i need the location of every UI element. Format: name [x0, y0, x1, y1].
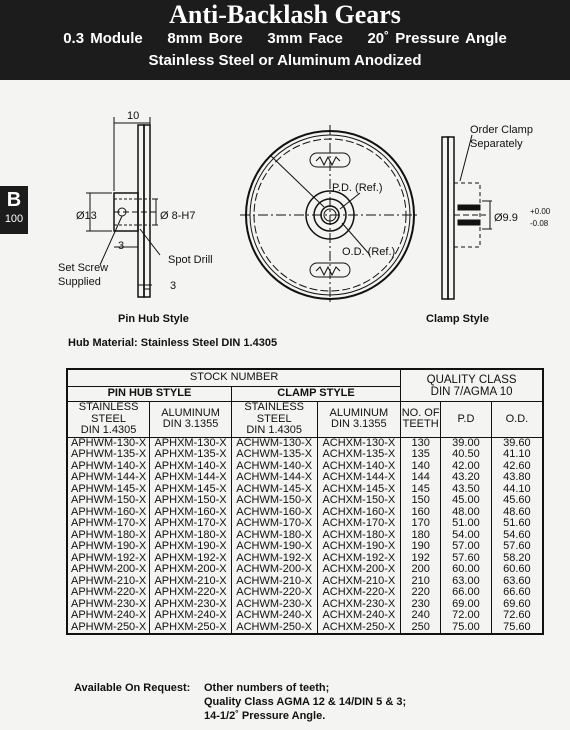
table-cell: APHXM-190-X	[150, 541, 232, 553]
table-cell: 60.00	[441, 564, 492, 576]
table-cell: APHXM-210-X	[150, 576, 232, 588]
table-cell: 180	[401, 530, 441, 542]
table-cell: ACHWM-190-X	[231, 541, 317, 553]
table-cell: 43.80	[491, 472, 543, 484]
clamp-side-view	[442, 135, 492, 299]
table-cell: 45.00	[441, 495, 492, 507]
col-pd: P.D	[441, 402, 492, 438]
table-cell: 140	[401, 461, 441, 473]
table-cell: 130	[401, 437, 441, 449]
table-cell: ACHWM-230-X	[231, 599, 317, 611]
section-page-number: 100	[4, 213, 24, 225]
table-cell: ACHWM-180-X	[231, 530, 317, 542]
separately-label: Separately	[470, 138, 523, 150]
hub-material-note: Hub Material: Stainless Steel DIN 1.4305	[68, 337, 278, 349]
col-ss-pin-line2: DIN 1.4305	[80, 424, 137, 436]
dim-hub-diameter: Ø13	[76, 210, 97, 222]
table-cell: APHWM-180-X	[67, 530, 150, 542]
table-row	[67, 622, 543, 635]
col-teeth-line2: TEETH	[402, 418, 439, 431]
available-line2: Quality Class AGMA 12 & 14/DIN 5 & 3;	[204, 696, 407, 708]
table-cell: APHXM-250-X	[150, 622, 232, 635]
table-cell: ACHWM-192-X	[231, 553, 317, 565]
table-cell: 210	[401, 576, 441, 588]
available-lead: Available On Request:	[74, 682, 191, 694]
table-cell: APHXM-230-X	[150, 599, 232, 611]
dim-length-10: 10	[127, 110, 140, 122]
section-tab	[0, 186, 28, 234]
col-ss-clamp-line2: DIN 1.4305	[246, 424, 302, 436]
table-cell: ACHWM-250-X	[231, 622, 317, 635]
col-al-clamp-line2: DIN 3.1355	[331, 418, 387, 431]
table-cell: 48.60	[491, 507, 543, 519]
table-cell: 45.60	[491, 495, 543, 507]
table-cell: 42.00	[441, 461, 492, 473]
table-cell: APHXM-140-X	[150, 461, 232, 473]
table-cell: ACHXM-250-X	[317, 622, 401, 635]
table-cell: APHWM-210-X	[67, 576, 150, 588]
table-cell: ACHWM-145-X	[231, 484, 317, 496]
set-screw-label: Set Screw	[58, 262, 109, 274]
table-cell: 42.60	[491, 461, 543, 473]
table-cell: APHWM-192-X	[67, 553, 150, 565]
table-cell: 48.00	[441, 507, 492, 519]
table-cell: APHXM-160-X	[150, 507, 232, 519]
table-cell: ACHWM-200-X	[231, 564, 317, 576]
table-cell: ACHWM-210-X	[231, 576, 317, 588]
table-cell: APHWM-220-X	[67, 587, 150, 599]
table-cell: ACHXM-135-X	[317, 449, 401, 461]
clamp-caption: Clamp Style	[426, 313, 489, 325]
table-cell: ACHXM-160-X	[317, 507, 401, 519]
table-cell: ACHXM-220-X	[317, 587, 401, 599]
table-cell: 135	[401, 449, 441, 461]
table-cell: ACHWM-135-X	[231, 449, 317, 461]
pin-hub-caption: Pin Hub Style	[118, 313, 189, 325]
table-cell: ACHWM-150-X	[231, 495, 317, 507]
table-cell: 200	[401, 564, 441, 576]
table-cell: ACHXM-130-X	[317, 437, 401, 449]
table-cell: 192	[401, 553, 441, 565]
table-cell: 72.00	[441, 610, 492, 622]
table-cell: 51.60	[491, 518, 543, 530]
table-cell: 72.60	[491, 610, 543, 622]
table-cell: 57.60	[441, 553, 492, 565]
col-al-pin-line1: ALUMINUM	[161, 406, 220, 419]
table-cell: 44.10	[491, 484, 543, 496]
quality-class-line2: DIN 7/AGMA 10	[430, 385, 513, 398]
table-cell: APHXM-150-X	[150, 495, 232, 507]
table-cell: APHXM-240-X	[150, 610, 232, 622]
table-cell: ACHWM-130-X	[231, 437, 317, 449]
quality-class-line1: QUALITY CLASS	[426, 373, 517, 386]
col-ss-clamp-line1: STAINLESS STEEL	[244, 401, 305, 425]
table-cell: APHWM-150-X	[67, 495, 150, 507]
order-clamp-label: Order Clamp	[470, 124, 533, 136]
col-teeth	[401, 402, 441, 438]
gear-drawing	[40, 95, 540, 335]
table-cell: APHWM-135-X	[67, 449, 150, 461]
page-title: Anti-Backlash Gears	[169, 0, 401, 29]
dim-bore: Ø 8-H7	[160, 210, 196, 222]
table-cell: APHWM-145-X	[67, 484, 150, 496]
table-row	[67, 449, 543, 461]
header-banner	[0, 0, 570, 80]
table-cell: ACHWM-170-X	[231, 518, 317, 530]
table-cell: 66.60	[491, 587, 543, 599]
col-teeth-line1: NO. OF	[401, 406, 440, 419]
table-cell: APHXM-192-X	[150, 553, 232, 565]
table-cell: 190	[401, 541, 441, 553]
table-cell: APHWM-200-X	[67, 564, 150, 576]
col-ss-pin	[67, 402, 150, 438]
od-ref-label: O.D. (Ref.)	[342, 246, 396, 258]
table-cell: 41.10	[491, 449, 543, 461]
table-cell: ACHXM-145-X	[317, 484, 401, 496]
stock-table	[66, 368, 544, 635]
table-cell: 57.00	[441, 541, 492, 553]
table-cell: APHXM-200-X	[150, 564, 232, 576]
table-cell: APHXM-145-X	[150, 484, 232, 496]
table-cell: ACHXM-192-X	[317, 553, 401, 565]
table-cell: APHXM-180-X	[150, 530, 232, 542]
dim-hub-width: 3	[118, 240, 125, 252]
table-cell: ACHWM-144-X	[231, 472, 317, 484]
supplied-label: Supplied	[58, 276, 101, 288]
table-cell: ACHXM-144-X	[317, 472, 401, 484]
table-cell: APHWM-160-X	[67, 507, 150, 519]
table-row	[67, 472, 543, 484]
table-cell: 39.60	[491, 437, 543, 449]
table-row	[67, 541, 543, 553]
table-cell: 43.50	[441, 484, 492, 496]
table-cell: 39.00	[441, 437, 492, 449]
col-al-clamp-line1: ALUMINUM	[329, 406, 389, 419]
dim-face-width: 3	[170, 280, 177, 292]
table-cell: ACHXM-150-X	[317, 495, 401, 507]
table-cell: ACHWM-160-X	[231, 507, 317, 519]
table-cell: 250	[401, 622, 441, 635]
table-cell: 58.20	[491, 553, 543, 565]
table-cell: APHWM-140-X	[67, 461, 150, 473]
gear-front-view	[240, 125, 420, 305]
dim-clamp-diameter: Ø9.9	[494, 212, 518, 224]
table-cell: 63.60	[491, 576, 543, 588]
table-cell: 220	[401, 587, 441, 599]
table-cell: ACHXM-190-X	[317, 541, 401, 553]
section-letter: B	[6, 189, 22, 211]
table-row	[67, 587, 543, 599]
table-cell: 57.60	[491, 541, 543, 553]
table-cell: 230	[401, 599, 441, 611]
table-cell: APHWM-144-X	[67, 472, 150, 484]
table-cell: APHXM-130-X	[150, 437, 232, 449]
col-ss-pin-line1: STAINLESS STEEL	[78, 401, 139, 425]
col-od: O.D.	[491, 402, 543, 438]
table-cell: 60.60	[491, 564, 543, 576]
pin-hub-style-header: PIN HUB STYLE	[67, 387, 231, 402]
table-cell: APHXM-135-X	[150, 449, 232, 461]
stock-number-header: STOCK NUMBER	[67, 369, 401, 387]
available-line3: 14-1/2˚ Pressure Angle.	[204, 710, 326, 722]
table-cell: 150	[401, 495, 441, 507]
table-cell: 145	[401, 484, 441, 496]
col-al-clamp	[317, 402, 401, 438]
material-line: Stainless Steel or Aluminum Anodized	[148, 52, 422, 69]
table-cell: 69.00	[441, 599, 492, 611]
table-cell: ACHXM-210-X	[317, 576, 401, 588]
table-cell: 63.00	[441, 576, 492, 588]
table-cell: APHWM-240-X	[67, 610, 150, 622]
table-cell: APHWM-230-X	[67, 599, 150, 611]
pd-ref-label: P.D. (Ref.)	[332, 182, 383, 194]
table-cell: 170	[401, 518, 441, 530]
tolerance-plus: +0.00	[530, 207, 551, 216]
col-al-pin	[150, 402, 232, 438]
table-cell: 160	[401, 507, 441, 519]
table-cell: ACHWM-220-X	[231, 587, 317, 599]
table-cell: ACHWM-140-X	[231, 461, 317, 473]
table-cell: APHWM-190-X	[67, 541, 150, 553]
table-row	[67, 518, 543, 530]
col-al-pin-line2: DIN 3.1355	[162, 418, 219, 431]
table-cell: 144	[401, 472, 441, 484]
quality-class-header	[401, 369, 543, 402]
table-cell: 54.00	[441, 530, 492, 542]
table-cell: ACHXM-170-X	[317, 518, 401, 530]
table-cell: 75.60	[491, 622, 543, 635]
table-cell: APHXM-144-X	[150, 472, 232, 484]
table-cell: ACHXM-240-X	[317, 610, 401, 622]
table-cell: ACHXM-140-X	[317, 461, 401, 473]
available-line1: Other numbers of teeth;	[204, 682, 330, 694]
table-cell: ACHXM-230-X	[317, 599, 401, 611]
spot-drill-label: Spot Drill	[168, 254, 213, 266]
col-ss-clamp	[231, 402, 317, 438]
table-cell: 43.20	[441, 472, 492, 484]
table-cell: APHXM-170-X	[150, 518, 232, 530]
table-cell: 40.50	[441, 449, 492, 461]
table-cell: 69.60	[491, 599, 543, 611]
table-cell: ACHXM-180-X	[317, 530, 401, 542]
table-cell: ACHXM-200-X	[317, 564, 401, 576]
available-on-request	[74, 681, 406, 723]
table-cell: 66.00	[441, 587, 492, 599]
tolerance-minus: -0.08	[530, 219, 549, 228]
spec-line: 0.3 Module 8mm Bore 3mm Face 20˚ Pressure Angle	[63, 30, 507, 47]
table-cell: 75.00	[441, 622, 492, 635]
table-cell: ACHWM-240-X	[231, 610, 317, 622]
table-cell: APHWM-250-X	[67, 622, 150, 635]
clamp-style-header: CLAMP STYLE	[231, 387, 400, 402]
table-cell: APHXM-220-X	[150, 587, 232, 599]
table-row	[67, 610, 543, 622]
table-cell: 240	[401, 610, 441, 622]
table-cell: 54.60	[491, 530, 543, 542]
table-cell: APHWM-130-X	[67, 437, 150, 449]
table-row	[67, 564, 543, 576]
table-cell: 51.00	[441, 518, 492, 530]
table-cell: APHWM-170-X	[67, 518, 150, 530]
table-row	[67, 495, 543, 507]
